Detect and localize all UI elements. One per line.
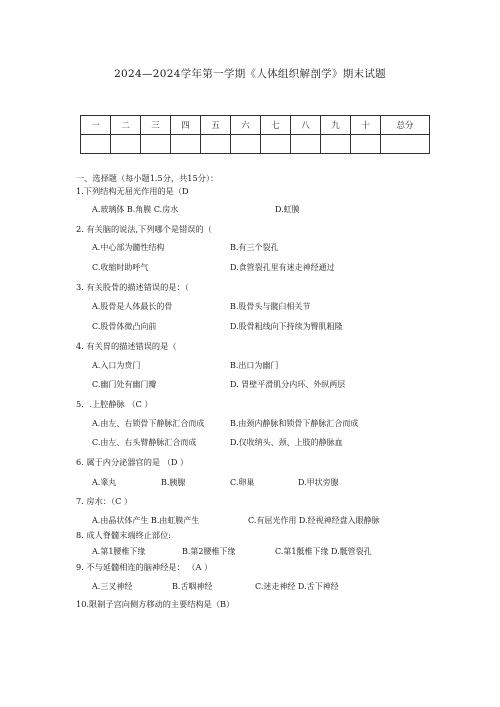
section-heading: 一、选择题（每小题1.5分，共15分）：	[76, 173, 219, 183]
question-option: C.卵巢	[230, 478, 255, 487]
score-col-2: 二	[111, 116, 141, 135]
question-option: C.有屈光作用 D.经视神经盘入眼静脉	[248, 516, 380, 525]
question-option: D.食管裂孔里有迷走神经通过	[230, 263, 335, 272]
question-option: B.胰腺	[161, 478, 186, 487]
score-col-5: 五	[201, 116, 231, 135]
question-option: B.有三个裂孔	[230, 243, 279, 252]
question-stem: 7. 房水：（C ）	[76, 496, 133, 506]
question-option: B.股骨头与髋臼相关节	[230, 302, 311, 311]
question-option: A.玻璃体 B.角膜 C.房水	[92, 205, 179, 214]
question-option: C.迷走神经 D.舌下神经	[255, 582, 339, 591]
score-cell[interactable]	[111, 135, 141, 154]
question-stem: 8. 成人脊髓末端终止部位:	[76, 530, 172, 540]
question-option: D. 胃壁平滑肌分内环、外纵两层	[230, 380, 346, 389]
score-col-3: 三	[141, 116, 171, 135]
question-option: B.出口为幽门	[230, 361, 279, 370]
question-option: A.股骨是人体最长的骨	[92, 302, 173, 311]
question-option: B.舌咽神经	[172, 582, 213, 591]
question-option: B.第2腰椎下缘	[182, 547, 236, 556]
score-col-1: 一	[81, 116, 111, 135]
score-col-total: 总分	[381, 116, 430, 135]
score-cell[interactable]	[201, 135, 231, 154]
question-stem: 9. 不与延髓相连的脑神经是： （A ）	[76, 562, 213, 572]
score-col-8: 八	[291, 116, 321, 135]
question-option: C.股骨体微凸向前	[92, 322, 157, 331]
score-table	[80, 115, 430, 154]
score-cell-total[interactable]	[381, 135, 430, 154]
question-stem: 5．.上腔静脉 （C ）	[76, 399, 153, 409]
question-option: A.由左、右锁骨下静脉汇合而成	[92, 419, 205, 428]
score-cell[interactable]	[291, 135, 321, 154]
question-option: C.收缩时助呼气	[92, 263, 149, 272]
question-option: A.入口为贲门	[92, 361, 141, 370]
score-cell[interactable]	[231, 135, 261, 154]
question-stem: 6. 属于内分泌器官的是 （D ）	[76, 457, 189, 467]
score-table-header-row	[81, 116, 430, 135]
question-option: D.甲状旁腺	[298, 478, 339, 487]
score-cell[interactable]	[81, 135, 111, 154]
question-option: A.第1腰椎下缘	[92, 547, 146, 556]
question-option: A.睾丸	[92, 478, 117, 487]
exam-title: 2024—2024学年第一学期《人体组织解剖学》期末试题	[114, 68, 386, 80]
score-cell[interactable]	[141, 135, 171, 154]
score-col-10: 十	[351, 116, 381, 135]
score-cell[interactable]	[351, 135, 381, 154]
question-option: C.第1骶椎下缘 D.骶管裂孔	[275, 547, 372, 556]
question-stem: 4. 有关胃的描述错误的是（	[76, 341, 177, 351]
question-option: C.幽门处有幽门瓣	[92, 380, 157, 389]
question-option: B.由颈内静脉和锁骨下静脉汇合而成	[230, 419, 359, 428]
question-stem: 2. 有关脑的说法,下列哪个是错误的（	[76, 224, 212, 234]
score-col-7: 七	[261, 116, 291, 135]
question-stem: 1.下列结构无屈光作用的是（D	[76, 186, 189, 196]
question-stem: 3. 有关股骨的描述错误的是：（	[76, 282, 189, 292]
question-option: A.由晶状体产生 B.由虹膜产生	[92, 516, 200, 525]
question-option: A.中心部为髓性结构	[92, 243, 165, 252]
question-option: D.股骨粗线向下持续为臀肌粗隆	[230, 322, 343, 331]
score-cell[interactable]	[171, 135, 201, 154]
question-option: D.仅收纳头、颈、上肢的静脉血	[230, 438, 343, 447]
question-option: A.三叉神经	[92, 582, 133, 591]
score-col-4: 四	[171, 116, 201, 135]
question-option: D.虹膜	[275, 205, 300, 214]
score-cell[interactable]	[321, 135, 351, 154]
score-col-6: 六	[231, 116, 261, 135]
question-stem: 10.限制子宫向侧方移动的主要结构是（B）	[76, 599, 235, 609]
score-col-9: 九	[321, 116, 351, 135]
question-option: C.由左、右头臂静脉汇合而成	[92, 438, 197, 447]
score-table-blank-row	[81, 135, 430, 154]
score-cell[interactable]	[261, 135, 291, 154]
